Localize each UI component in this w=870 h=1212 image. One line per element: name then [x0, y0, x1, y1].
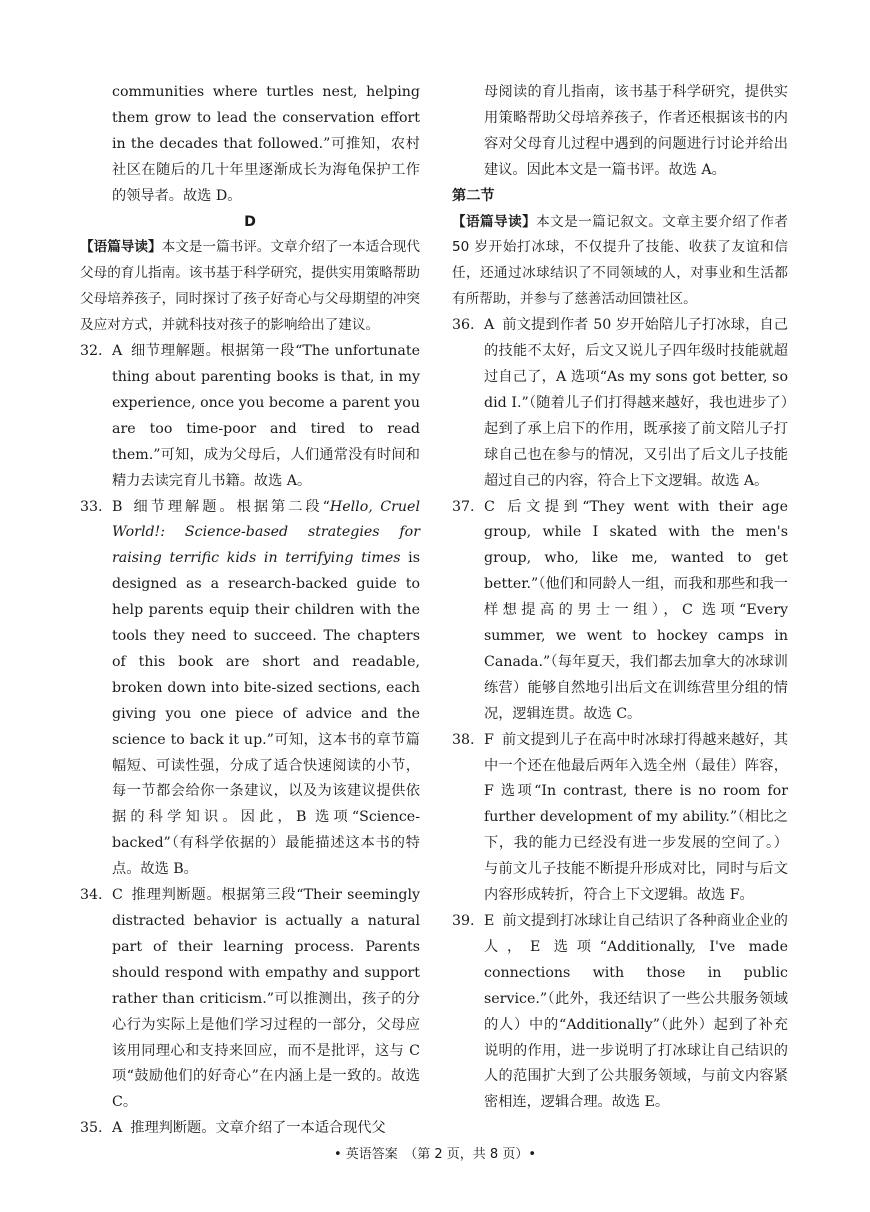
reading-guide-label: 【语篇导读】 — [80, 239, 162, 256]
explanation-text-cont: is designed as a research-backed guide to help parents equip their children with the tools they need to succeed. The chapters of this book are short and readable, broken down into bite-sized sections, each giving you one piece of advice and the science to back it up.”可知，这本书的章节篇幅短、可读性强，分成了适合快速阅读的小节，每一节都会给你一条建议，以及为该建议提供依据的科学知识。因此，B 选项“Science-backed”（有科学依据的）最能描述这本书的特点。故选 B。 — [112, 550, 420, 878]
answer-option: A — [112, 343, 123, 360]
answer-option: C — [112, 887, 123, 904]
left-column — [80, 80, 420, 1142]
continued-answer-text: 母阅读的育儿指南，该书基于科学研究，提供实用策略帮助父母培养孩子，作者还根据该书的内容对父母育儿过程中遇到的问题进行讨论并给出建议。因此本文是一篇书评。故选 A。 — [484, 84, 788, 178]
answer-item-32 — [80, 339, 420, 494]
book-title-italic: Hello, Cruel World!: Science-based strategies for raising terrific kids in terrifying times — [112, 498, 420, 567]
explanation-text: 推理判断题。文章介绍了一本适合现代父 — [130, 1120, 386, 1137]
answer-item-36 — [452, 313, 788, 494]
answer-item-38 — [452, 728, 788, 909]
answer-item-35 — [80, 1116, 420, 1142]
section-heading-part-two: 第二节 — [452, 187, 495, 204]
question-number: 39. — [452, 913, 475, 929]
question-number: 32. — [80, 343, 103, 360]
explanation-text: 前文提到作者 50 岁开始陪儿子打冰球，自己的技能不太好，后文又说儿子四年级时技能就超过自己了，A 选项“As my sons got better, so did I.”（随着儿子们打得越来越好，我也进步了）起到了承上启下的作用，既承接了前文陪儿子打球自己也在参与的情况，又引出了后文儿子技能超过自己的内容，符合上下文逻辑。故选 A。 — [484, 317, 788, 489]
explanation-text: 后文提到“They went with their age group, while I skated with the men's group, who, like me, wanted to get better.”（他们和同龄人一组，而我和那些和我一样想提高的男士一组），C 选项“Every summer, we went to hockey camps in Canada.”（每年夏天，我们都去加拿大的冰球训练营）能够自然地引出后文在训练营里分组的情况，逻辑连贯。故选 C。 — [484, 498, 788, 722]
question-number: 38. — [452, 731, 475, 748]
answer-option: B — [112, 498, 123, 515]
reading-guide — [452, 210, 788, 314]
reading-guide-text: 本文是一篇记叙文。文章主要介绍了作者 50 岁开始打冰球，不仅提升了技能、收获了友谊和信任，还通过冰球结识了不同领域的人，对事业和生活都有所帮助，并参与了慈善活动回馈社区。 — [452, 213, 789, 308]
question-number: 33. — [80, 498, 103, 515]
answer-item-33 — [80, 495, 420, 884]
question-number: 34. — [80, 887, 103, 904]
explanation-text: 推理判断题。根据第三段“Their seemingly distracted behavior is actually a natural part of their learning process. Parents should respond with empathy and support rather than criticism.”可以推测出，孩子的分心行为实际上是他们学习过程的一部分，父母应该用同理心和支持来回应，而不是批评，这与 C 项“鼓励他们的好奇心”在内涵上是一致的。故选 C。 — [112, 887, 420, 1111]
reading-guide-label: 【语篇导读】 — [452, 213, 537, 230]
answer-option: E — [484, 913, 495, 929]
answer-item-34 — [80, 883, 420, 1116]
reading-guide — [80, 235, 420, 339]
answer-option: A — [112, 1120, 123, 1137]
continued-answer-text: communities where turtles nest, helping them grow to lead the conservation effort in the decades that followed.”可推知，农村社区在随后的几十年里逐渐成长为海龟保护工作的领导者。故选 D。 — [112, 84, 420, 204]
question-number: 35. — [80, 1120, 103, 1137]
explanation-text: 细节理解题。根据第二段“ — [130, 498, 330, 515]
answer-option: F — [484, 731, 494, 748]
question-number: 37. — [452, 498, 475, 515]
answer-item-39 — [452, 909, 788, 1116]
page-footer: • 英语答案 （第 2 页，共 8 页）• — [333, 1147, 537, 1162]
answer-option: A — [484, 317, 495, 334]
explanation-text: 前文提到打冰球让自己结识了各种商业企业的人，E 选项“Additionally, I've made connections with those in public service.”（此外，我还结识了一些公共服务领域的人）中的“Additionally”（此外）起到了补充说明的作用，进一步说明了打冰球让自己结识的人的范围扩大到了公共服务领域，与前文内容紧密相连，逻辑合理。故选 E。 — [484, 913, 788, 1111]
question-number: 36. — [452, 317, 475, 334]
right-column — [452, 80, 788, 1116]
answer-option: C — [484, 498, 495, 515]
answer-item-37 — [452, 495, 788, 728]
explanation-text: 前文提到儿子在高中时冰球打得越来越好，其中一个还在他最后两年入选全州（最佳）阵容，F 选项“In contrast, there is no room for further development of my ability.”（相比之下，我的能力已经没有进一步发展的空间了。）与前文儿子技能不断提升形成对比，同时与后文内容形成转折，符合上下文逻辑。故选 F。 — [484, 731, 788, 904]
section-heading-d: D — [244, 213, 256, 230]
explanation-text: 细节理解题。根据第一段“The unfortunate thing about parenting books is that, in my experience, once you become a parent you are too time-poor and tired to read them.”可知，成为父母后，人们通常没有时间和精力去读完育儿书籍。故选 A。 — [112, 343, 420, 489]
reading-guide-text: 本文是一篇书评。文章介绍了一本适合现代父母的育儿指南。该书基于科学研究，提供实用策略帮助父母培养孩子，同时探讨了孩子好奇心与父母期望的冲突及应对方式，并就科技对孩子的影响给出了建议。 — [80, 239, 421, 334]
column-divider — [436, 80, 437, 1120]
